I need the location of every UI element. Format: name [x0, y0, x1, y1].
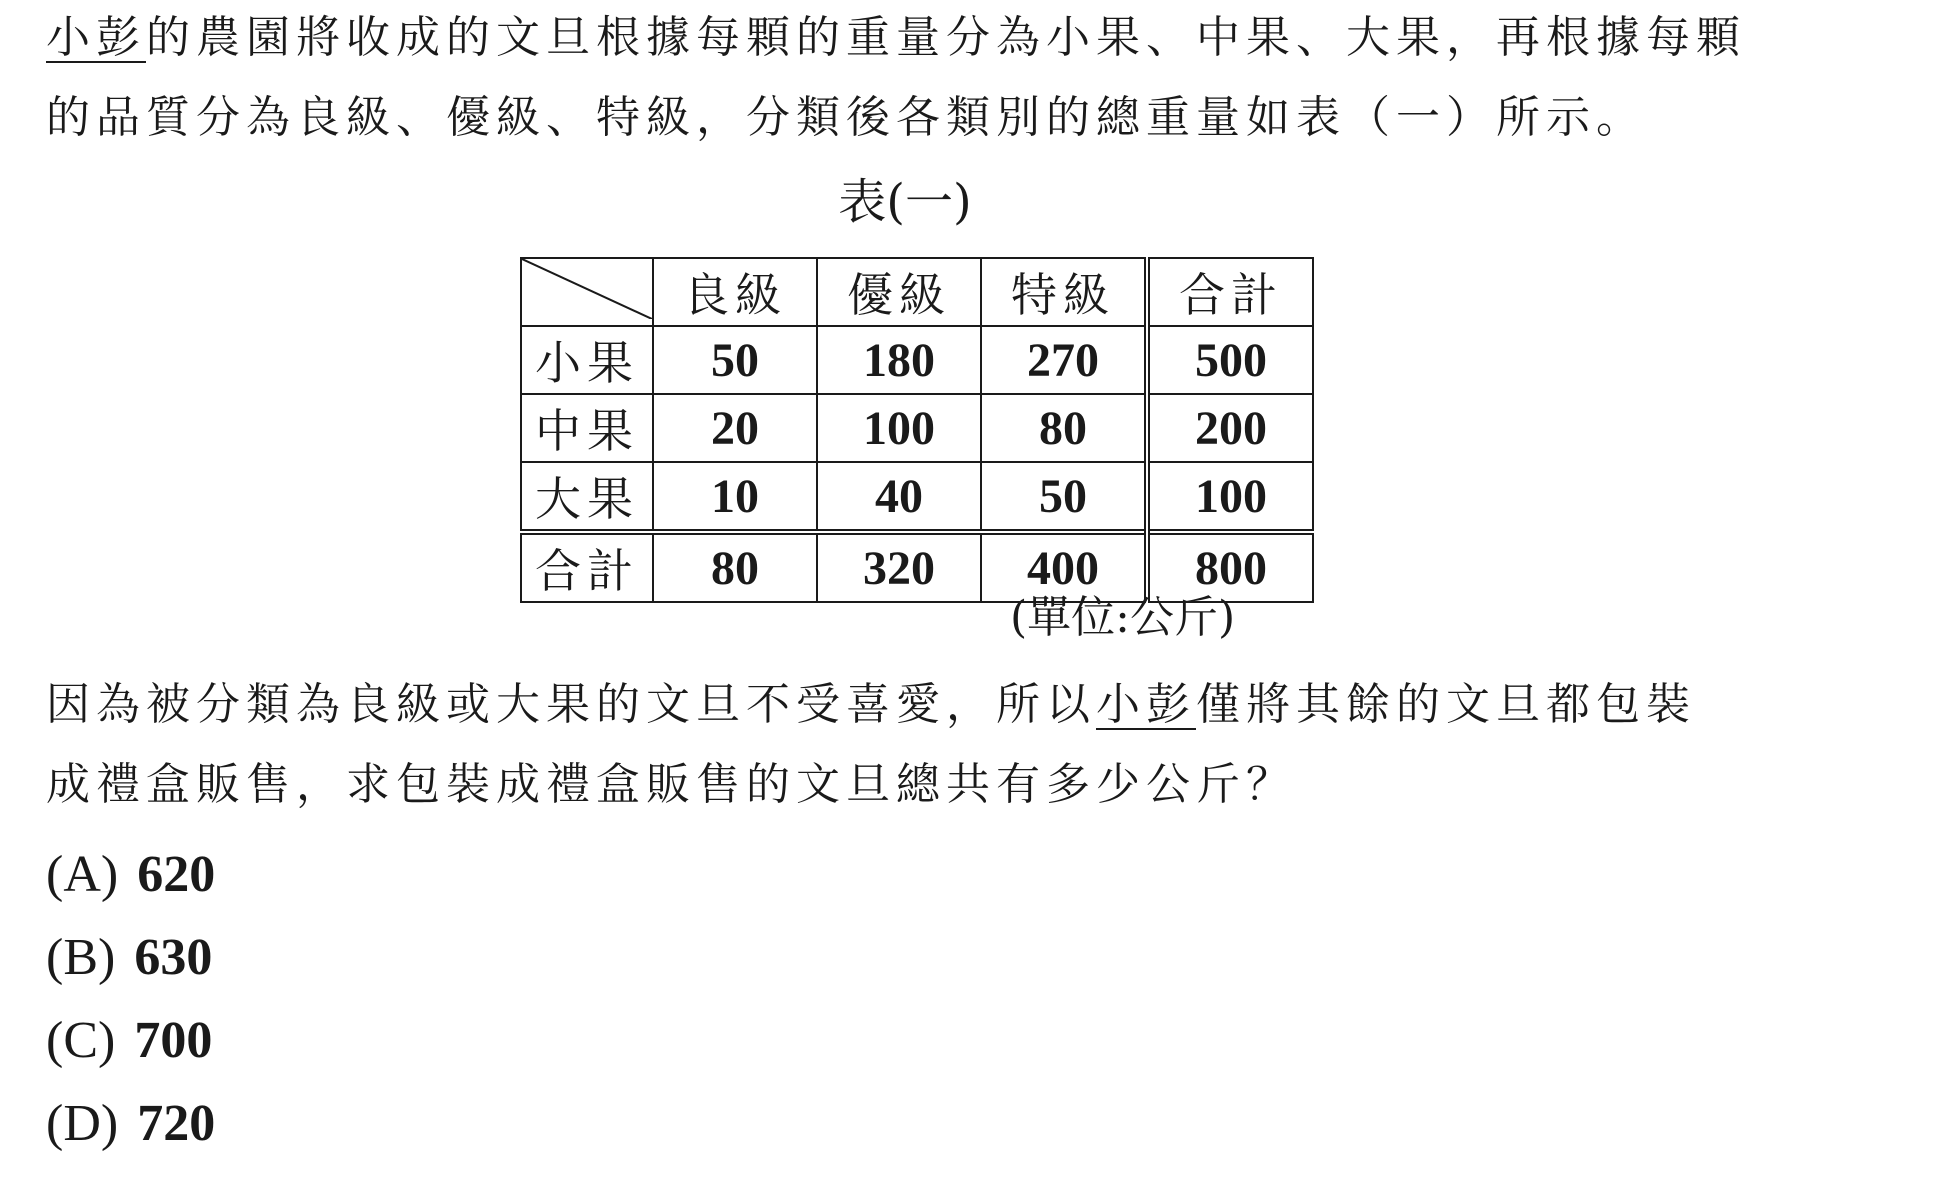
header-you: 優級	[817, 258, 981, 326]
table-row	[521, 462, 1313, 532]
stem-line-2: 成禮盒販售，求包裝成禮盒販售的文旦總共有多少公斤？	[46, 759, 1296, 810]
table-cell: 10	[653, 462, 817, 532]
row-label: 小果	[521, 326, 653, 394]
table-cell: 100	[817, 394, 981, 462]
stem-text-1a: 因為被分類為良級或大果的文旦不受喜愛，所以	[46, 679, 1096, 730]
header-total: 合計	[1147, 258, 1313, 326]
table-cell: 180	[817, 326, 981, 394]
option-d[interactable]	[46, 1094, 215, 1154]
table-header-row	[521, 258, 1313, 326]
table-cell: 500	[1147, 326, 1313, 394]
table-caption: 表(一)	[838, 174, 972, 230]
intro-line-2: 的品質分為良級、優級、特級，分類後各類別的總重量如表（一）所示。	[46, 92, 1646, 143]
option-label: (A)	[46, 846, 119, 903]
table-cell: 200	[1147, 394, 1313, 462]
table-cell: 40	[817, 462, 981, 532]
name-xiaopeng: 小彭	[1096, 679, 1196, 730]
unit-note: (單位:公斤)	[1010, 592, 1236, 643]
table-cell: 400	[981, 532, 1147, 602]
table-cell: 100	[1147, 462, 1313, 532]
table-cell: 20	[653, 394, 817, 462]
table-cell: 50	[981, 462, 1147, 532]
option-c[interactable]	[46, 1011, 212, 1071]
option-value: 620	[137, 846, 216, 903]
option-label: (C)	[46, 1012, 116, 1069]
weight-table	[520, 257, 1314, 603]
header-te: 特級	[981, 258, 1147, 326]
option-a[interactable]	[46, 845, 215, 905]
option-label: (B)	[46, 929, 116, 986]
diagonal-line-icon	[522, 259, 652, 319]
name-xiaopeng: 小彭	[46, 12, 146, 63]
table-cell: 80	[981, 394, 1147, 462]
row-label: 合計	[521, 532, 653, 602]
table-cell: 320	[817, 532, 981, 602]
table-cell: 50	[653, 326, 817, 394]
option-label: (D)	[46, 1095, 119, 1152]
table-cell: 80	[653, 532, 817, 602]
stem-text-1b: 僅將其餘的文旦都包裝	[1196, 679, 1696, 730]
option-value: 630	[134, 929, 213, 986]
intro-text-1: 的農園將收成的文旦根據每顆的重量分為小果、中果、大果，再根據每顆	[146, 12, 1746, 63]
corner-cell	[521, 258, 653, 326]
table-cell: 800	[1147, 532, 1313, 602]
stem-line-1	[46, 675, 1696, 735]
table-cell: 270	[981, 326, 1147, 394]
row-label: 大果	[521, 462, 653, 532]
intro-line-1	[46, 8, 1746, 68]
option-b[interactable]	[46, 928, 212, 988]
option-value: 700	[134, 1012, 213, 1069]
table-row	[521, 326, 1313, 394]
row-label: 中果	[521, 394, 653, 462]
header-liang: 良級	[653, 258, 817, 326]
option-value: 720	[137, 1095, 216, 1152]
table-row	[521, 394, 1313, 462]
